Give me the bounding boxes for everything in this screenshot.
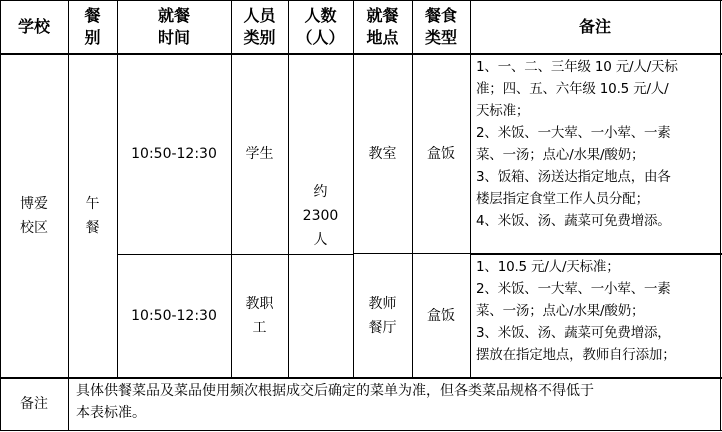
col-divider [117, 0, 118, 378]
col-divider [353, 0, 354, 378]
row-staff-food: 盒饭 [427, 308, 455, 324]
footer-note [68, 380, 720, 430]
row-divider [117, 254, 353, 255]
table-border-right [720, 0, 721, 431]
row-staff-people: 教职 工 [245, 296, 274, 336]
diner-count: 约 2300 人 [302, 184, 339, 248]
remark-line: 天标准； [476, 103, 530, 119]
col-divider [288, 0, 289, 378]
header-place: 就餐 地点 [366, 6, 399, 47]
remark-line: 摆放在指定地点，教师自行添加； [476, 347, 676, 363]
school-name: 博爱 校区 [20, 196, 48, 236]
header-food: 餐食 类型 [424, 6, 457, 47]
row-staff-place: 教师 餐厅 [368, 296, 397, 336]
remark-line: 准；四、五、六年级 10.5 元/人/ [476, 81, 669, 97]
remark-line: 菜、一汤；点心/水果/酸奶； [476, 303, 645, 319]
row-divider [470, 253, 722, 255]
remark-line: 3、饭箱、汤送达指定地点，由各 [476, 169, 671, 185]
col-divider [470, 0, 471, 378]
row-student-food: 盒饭 [427, 146, 455, 162]
footer-line: 本表标准。 [76, 405, 146, 421]
remark-line: 1、一、二、三年级 10 元/人/天标 [476, 59, 678, 75]
table-border-top [0, 0, 722, 1]
col-divider [231, 0, 232, 378]
remark-line: 2、米饭、一大荤、一小荤、一素 [476, 281, 671, 297]
header-school: 学校 [17, 17, 50, 36]
header-divider [0, 53, 722, 55]
col-divider [412, 0, 413, 378]
header-remarks: 备注 [578, 17, 611, 36]
footer-line: 具体供餐菜品及菜品使用频次根据成交后确定的菜单为准，但各类菜品规格不得低于 [76, 383, 594, 399]
remark-line: 3、米饭、汤、蔬菜可免费增添， [476, 325, 671, 341]
row-student-time: 10:50-12:30 [131, 146, 217, 162]
header-meal: 餐 别 [84, 6, 101, 47]
remark-line: 1、10.5 元/人/天标准； [476, 259, 620, 275]
meal-type: 午 餐 [85, 196, 100, 236]
table-border-bottom [0, 430, 722, 431]
table-border-left [0, 0, 1, 431]
header-people: 人员 类别 [243, 6, 276, 47]
row-student-place: 教室 [368, 146, 397, 162]
footer-divider [0, 377, 722, 379]
remark-line: 楼层指定食堂工作人员分配； [476, 191, 649, 207]
row-staff-time: 10:50-12:30 [131, 308, 217, 324]
row-student-remarks [471, 56, 721, 252]
header-time: 就餐 时间 [157, 6, 190, 47]
remark-line: 4、米饭、汤、蔬菜可免费增添。 [476, 213, 671, 229]
col-divider [68, 0, 69, 431]
remark-line: 2、米饭、一大荤、一小荤、一素 [476, 125, 671, 141]
remark-line: 菜、一汤；点心/水果/酸奶； [476, 147, 645, 163]
footer-label: 备注 [20, 396, 48, 412]
row-staff-remarks [471, 256, 721, 376]
row-student-people: 学生 [245, 146, 274, 162]
header-count: 人数 （人） [296, 6, 345, 47]
